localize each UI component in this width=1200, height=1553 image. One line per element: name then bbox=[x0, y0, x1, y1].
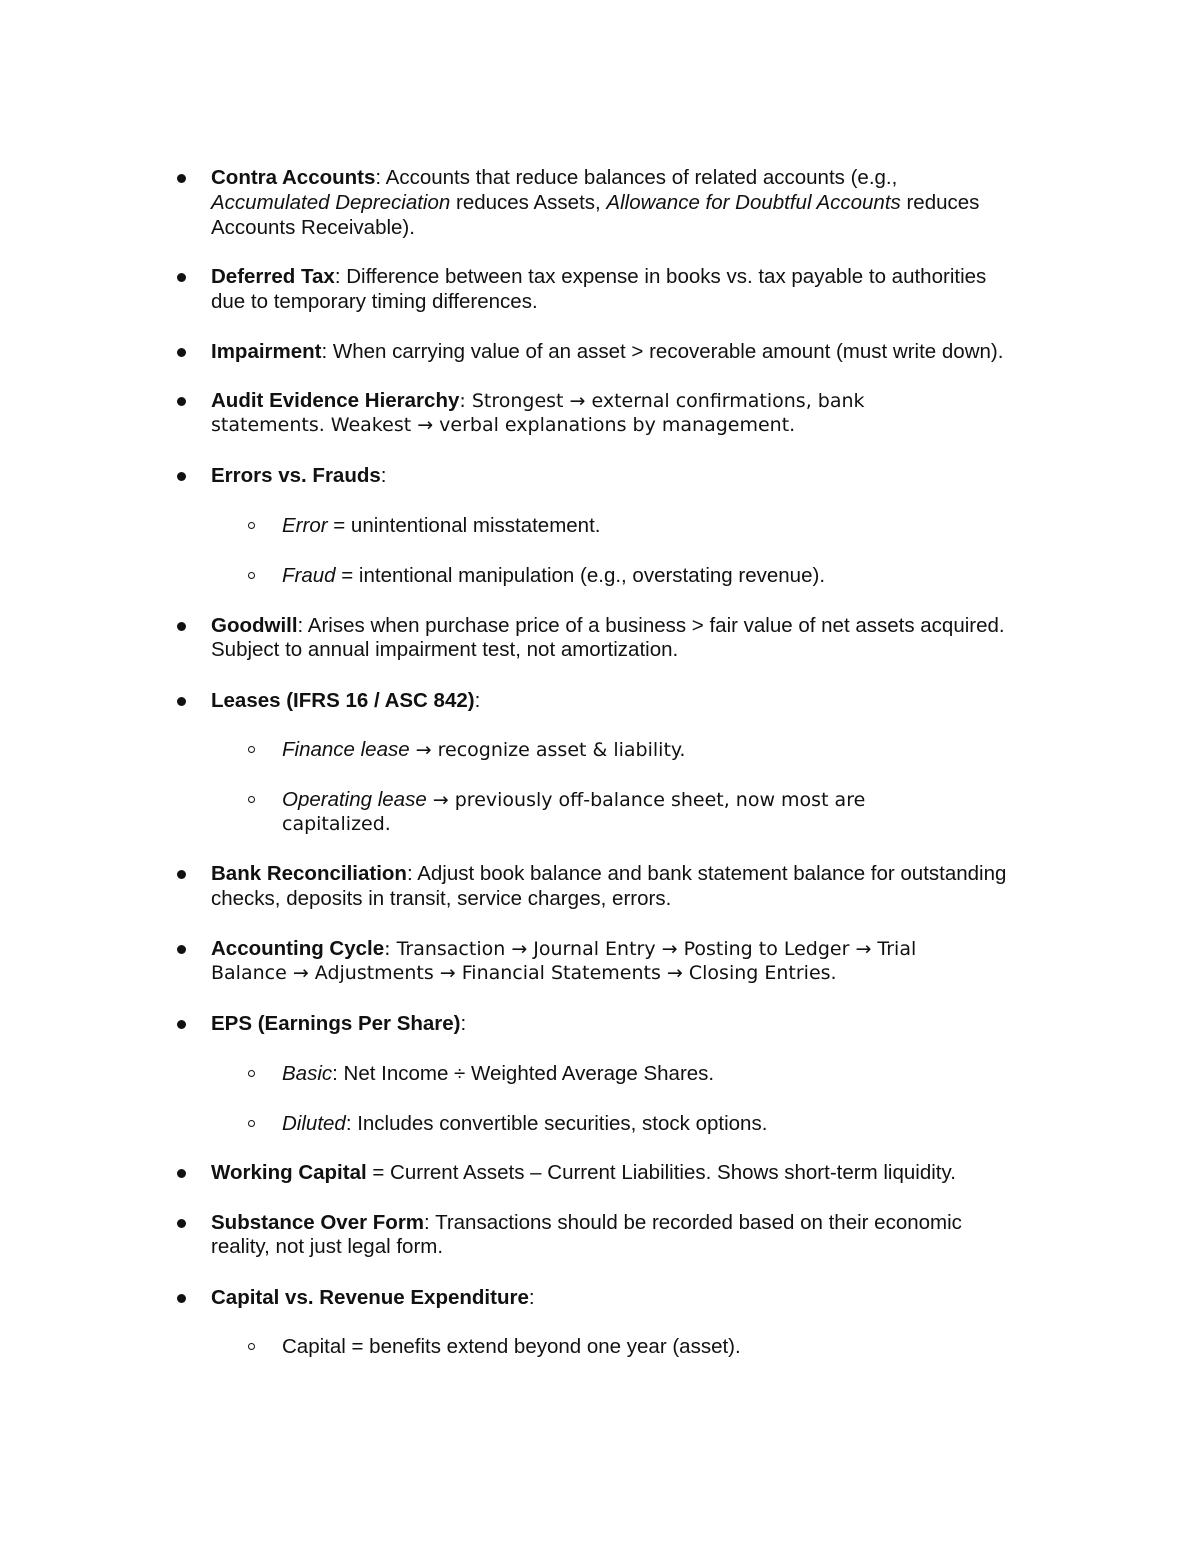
text: = unintentional misstatement. bbox=[327, 514, 601, 537]
sub-bullet-icon bbox=[248, 796, 255, 803]
italic-text: Finance lease bbox=[282, 738, 410, 761]
bullet-icon bbox=[177, 1169, 186, 1178]
italic-text: Basic bbox=[282, 1062, 333, 1085]
text: : bbox=[474, 689, 481, 712]
text: : Includes convertible securities, stock options. bbox=[345, 1112, 768, 1135]
list-item-line bbox=[211, 339, 1003, 364]
list-item-line bbox=[211, 1285, 535, 1310]
text: reduces bbox=[900, 191, 980, 214]
sub-list-item: Capital = benefits extend beyond one year (asset). bbox=[282, 1335, 741, 1358]
bullet-icon bbox=[177, 348, 186, 357]
term: Goodwill bbox=[211, 614, 298, 637]
term: Accounting Cycle bbox=[211, 937, 385, 960]
sub-bullet-icon bbox=[248, 572, 255, 579]
text: : Transactions should be recorded based on their economic bbox=[424, 1211, 962, 1234]
list-item-line bbox=[211, 190, 979, 215]
list-item-line bbox=[211, 613, 1005, 638]
sub-list-item bbox=[282, 787, 865, 813]
list-item-line bbox=[211, 463, 386, 488]
term: Working Capital bbox=[211, 1161, 367, 1184]
list-item-line bbox=[211, 264, 986, 289]
italic-text: Operating lease bbox=[282, 788, 427, 811]
text: : bbox=[528, 1286, 535, 1309]
text: reduces Assets, bbox=[450, 191, 607, 214]
text: : Transaction → Journal Entry → Posting to Ledger → Trial bbox=[384, 938, 917, 960]
italic-text: Error bbox=[282, 514, 328, 537]
sub-list-item bbox=[282, 1111, 767, 1136]
sub-bullet-icon bbox=[248, 746, 255, 753]
list-item-line: Accounts Receivable). bbox=[211, 216, 415, 239]
bullet-icon bbox=[177, 945, 186, 954]
sub-list-item-line: capitalized. bbox=[282, 813, 391, 835]
bullet-icon bbox=[177, 1219, 186, 1228]
term: Contra Accounts bbox=[211, 166, 376, 189]
list-item-line bbox=[211, 688, 480, 713]
bullet-icon bbox=[177, 870, 186, 879]
list-item-line bbox=[211, 388, 865, 414]
list-item-line bbox=[211, 1210, 962, 1235]
bullet-icon bbox=[177, 273, 186, 282]
list-item-line bbox=[211, 861, 1006, 886]
sub-bullet-icon bbox=[248, 522, 255, 529]
text: = intentional manipulation (e.g., overstating revenue). bbox=[335, 564, 826, 587]
sub-list-item bbox=[282, 1061, 714, 1086]
list-item-line bbox=[211, 1160, 956, 1185]
term: EPS (Earnings Per Share) bbox=[211, 1012, 461, 1035]
text: = Current Assets – Current Liabilities. Shows short-term liquidity. bbox=[366, 1161, 956, 1184]
list-item-line: due to temporary timing differences. bbox=[211, 290, 538, 313]
text: : When carrying value of an asset > recoverable amount (must write down). bbox=[321, 340, 1004, 363]
list-item-line bbox=[211, 1011, 466, 1036]
term: Deferred Tax bbox=[211, 265, 335, 288]
list-item-line: Balance → Adjustments → Financial Statements → Closing Entries. bbox=[211, 962, 837, 984]
term: Errors vs. Frauds bbox=[211, 464, 381, 487]
bullet-icon bbox=[177, 1020, 186, 1029]
text: : Adjust book balance and bank statement balance for outstanding bbox=[406, 862, 1007, 885]
text: : bbox=[460, 1012, 467, 1035]
term: Substance Over Form bbox=[211, 1211, 425, 1234]
list-item-line: reality, not just legal form. bbox=[211, 1235, 444, 1258]
text: : Difference between tax expense in books vs. tax payable to authorities bbox=[334, 265, 987, 288]
term: Leases (IFRS 16 / ASC 842) bbox=[211, 689, 475, 712]
text: → recognize asset & liability. bbox=[409, 739, 686, 761]
italic-text: Diluted bbox=[282, 1112, 346, 1135]
text: : bbox=[380, 464, 387, 487]
sub-list-item bbox=[282, 513, 600, 538]
list-item-line bbox=[211, 936, 916, 962]
text: : Strongest → external confirmations, bank bbox=[459, 390, 865, 412]
list-item-line bbox=[211, 165, 897, 190]
list-item-line: statements. Weakest → verbal explanations by management. bbox=[211, 414, 796, 436]
text: : Net Income ÷ Weighted Average Shares. bbox=[332, 1062, 715, 1085]
bullet-icon bbox=[177, 1294, 186, 1303]
bullet-icon bbox=[177, 472, 186, 481]
italic-text: Fraud bbox=[282, 564, 336, 587]
sub-bullet-icon bbox=[248, 1070, 255, 1077]
sub-bullet-icon bbox=[248, 1120, 255, 1127]
term: Audit Evidence Hierarchy bbox=[211, 389, 460, 412]
term: Impairment bbox=[211, 340, 322, 363]
text: : Arises when purchase price of a business > fair value of net assets acquired. bbox=[297, 614, 1005, 637]
italic-text: Allowance for Doubtful Accounts bbox=[606, 191, 901, 214]
list-item-line: checks, deposits in transit, service charges, errors. bbox=[211, 887, 672, 910]
sub-list-item bbox=[282, 737, 685, 763]
sub-list-item bbox=[282, 563, 825, 588]
italic-text: Accumulated Depreciation bbox=[211, 191, 451, 214]
term: Bank Reconciliation bbox=[211, 862, 407, 885]
term: Capital vs. Revenue Expenditure bbox=[211, 1286, 529, 1309]
bullet-icon bbox=[177, 174, 186, 183]
bullet-icon bbox=[177, 397, 186, 406]
sub-bullet-icon bbox=[248, 1343, 255, 1350]
text: → previously off-balance sheet, now most are bbox=[426, 789, 866, 811]
text: : Accounts that reduce balances of related accounts (e.g., bbox=[375, 166, 898, 189]
bullet-icon bbox=[177, 697, 186, 706]
bullet-icon bbox=[177, 622, 186, 631]
list-item-line: Subject to annual impairment test, not amortization. bbox=[211, 638, 679, 661]
